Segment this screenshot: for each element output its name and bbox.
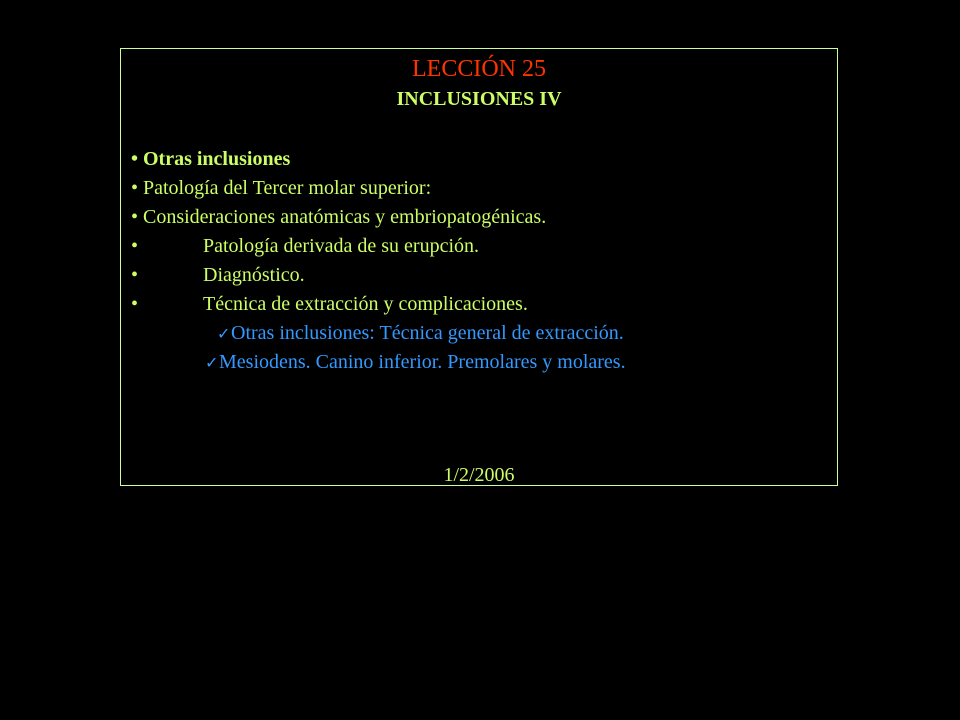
bullet-icon: • (131, 293, 139, 315)
slide-date: 1/2/2006 (443, 464, 515, 486)
bullet-text: Patología derivada de su erupción. (203, 235, 480, 257)
checkmark-icon: ✓ (205, 353, 219, 372)
checked-item-text: Otras inclusiones: Técnica general de extracción. (231, 322, 624, 344)
bullet-text: Otras inclusiones (143, 148, 291, 170)
bullet-item-5 (131, 263, 305, 287)
bullet-text: Consideraciones anatómicas y embriopatogénicas. (143, 206, 547, 228)
checked-item-2 (205, 350, 626, 375)
bullet-item-3 (131, 205, 546, 229)
bullet-text: Patología del Tercer molar superior: (143, 177, 432, 199)
slide-subtitle: INCLUSIONES IV (396, 88, 562, 110)
bullet-text: Técnica de extracción y complicaciones. (203, 293, 528, 315)
bullet-icon: • (131, 177, 139, 199)
bullet-item-4 (131, 234, 479, 258)
bullet-icon: • (131, 148, 139, 170)
bullet-icon: • (131, 235, 139, 257)
bullet-item-1 (131, 147, 290, 171)
slide-title: LECCIÓN 25 (412, 56, 546, 82)
bullet-icon: • (131, 264, 139, 286)
checked-item-text: Mesiodens. Canino inferior. Premolares y molares. (219, 351, 626, 373)
checked-item-1 (217, 321, 624, 346)
slide-frame (120, 48, 838, 486)
bullet-item-6 (131, 292, 528, 316)
bullet-item-2 (131, 176, 431, 200)
checkmark-icon: ✓ (217, 324, 231, 343)
bullet-text: Diagnóstico. (203, 264, 305, 286)
bullet-icon: • (131, 206, 139, 228)
